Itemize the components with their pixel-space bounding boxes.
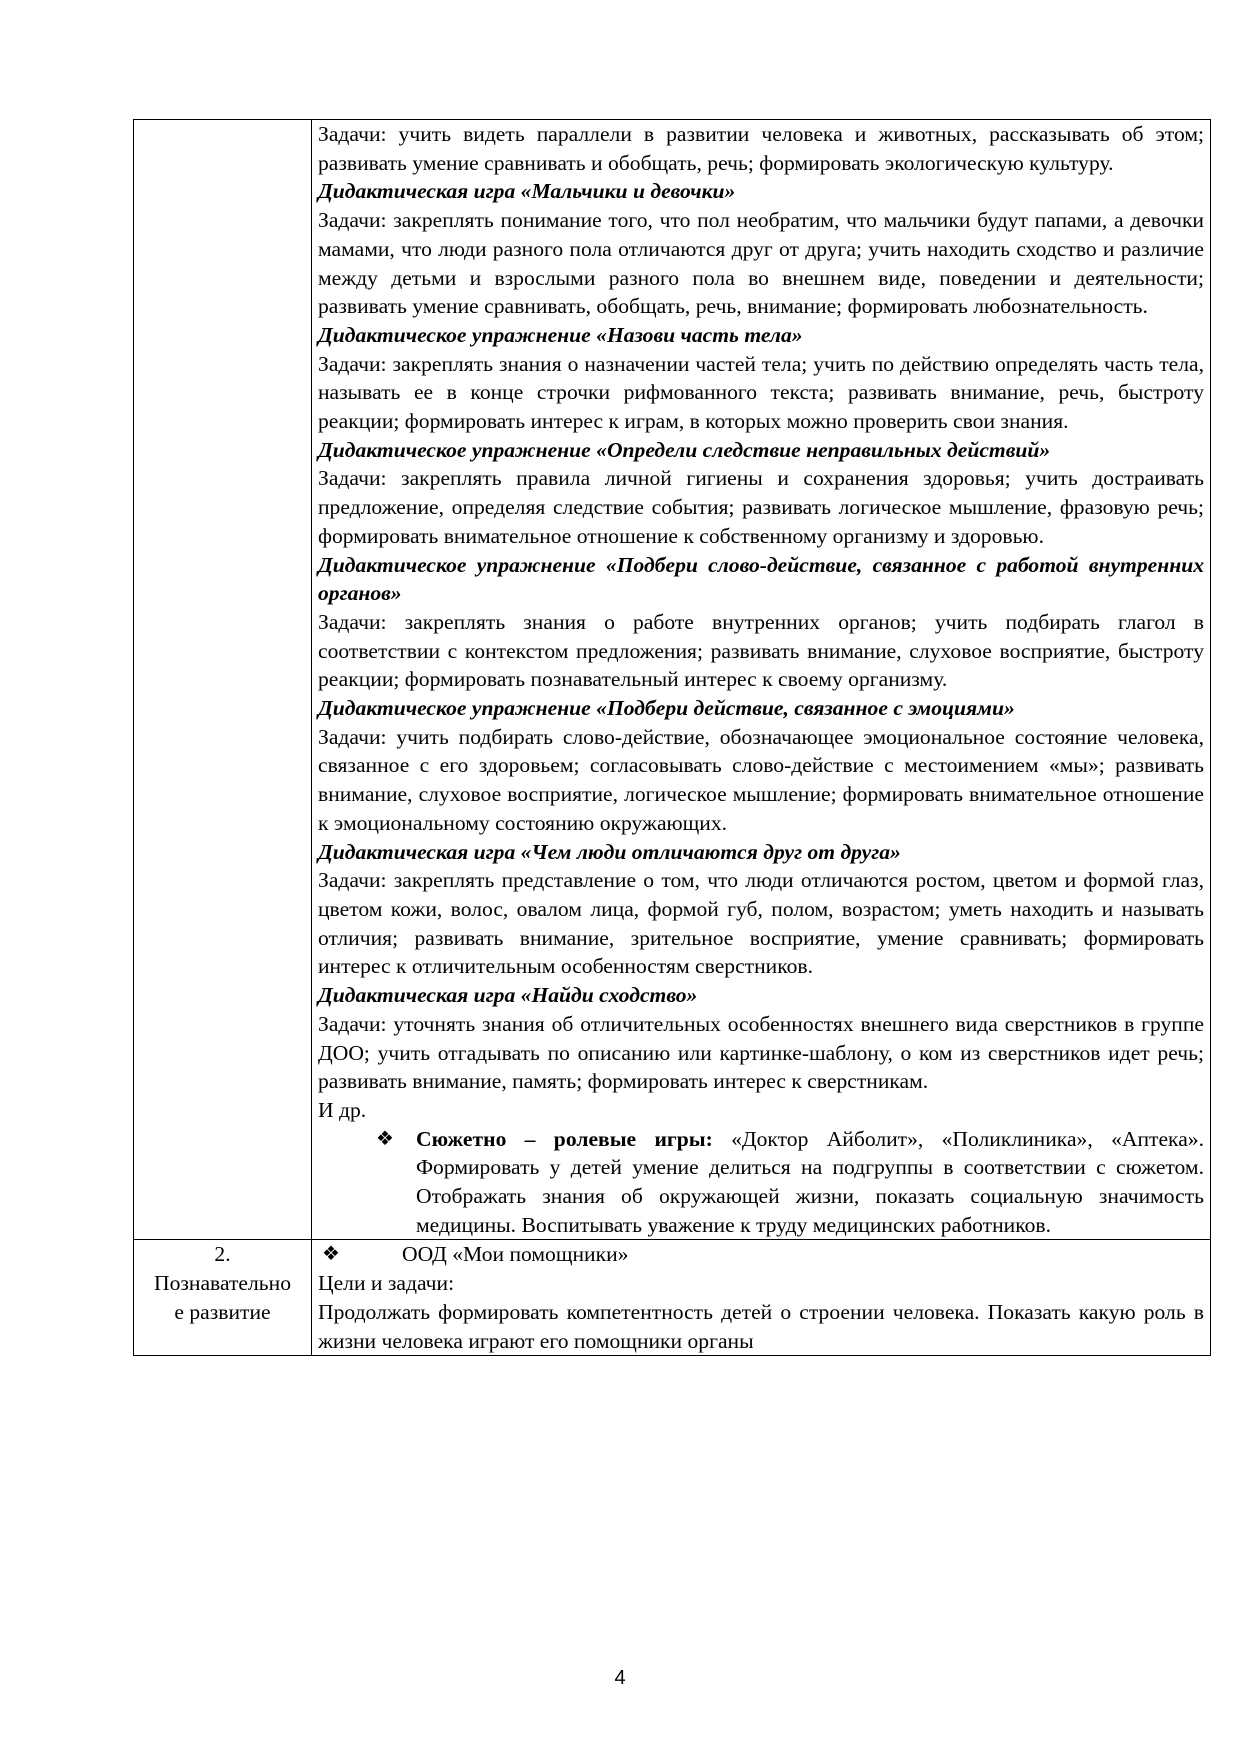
content-block — [312, 1240, 1210, 1355]
section-title — [134, 1240, 311, 1326]
paragraph: Задачи: учить видеть параллели в развитии человека и животных, рассказывать об этом; развивать умение сравнивать и обобщать, речь; формировать экологическую культуру. — [318, 122, 1204, 175]
section-name-part1: Познавательно — [154, 1271, 291, 1296]
paragraph: Задачи: закреплять правила личной гигиены и сохранения здоровья; учить достраивать предложение, определяя следствие события; развивать логическое мышление, фразовую речь; формировать внимательное отношение к собственному организму и здоровью. — [318, 466, 1204, 548]
content-block — [312, 120, 1210, 1239]
game-heading: Дидактическая игра «Чем люди отличаются друг от друга» — [318, 839, 901, 864]
paragraph: Задачи: закреплять знания о назначении частей тела; учить по действию определять часть тела, называть ее в конце строчки рифмованного текста; развивать внимание, речь, быстроту реакции; формировать интерес к играм, в которых можно проверить свои знания. — [318, 351, 1204, 434]
game-heading: Дидактическое упражнение «Определи следствие неправильных действий» — [318, 437, 1051, 462]
diamond-bullet-icon: ❖ — [322, 1243, 340, 1266]
game-heading: Дидактическое упражнение «Назови часть тела» — [318, 322, 803, 347]
section-cell-empty — [134, 120, 312, 1240]
ood-item — [318, 1240, 1204, 1269]
paragraph: Задачи: закреплять понимание того, что пол необратим, что мальчики будут папами, а девочки мамами, что люди разного пола отличаются друг от друга; учить находить сходство и различие между детьми и взрослыми разного пола во внешнем виде, поведении и деятельности; развивать умение сравнивать, обобщать, речь, внимание; формировать любознательность. — [318, 208, 1204, 319]
goals-text: Продолжать формировать компетентность детей о строении человека. Показать какую роль в жизни человека играют его помощники органы — [318, 1299, 1204, 1353]
paragraph: Задачи: закреплять представление о том, что люди отличаются ростом, цветом и формой глаз, цветом кожи, волос, овалом лица, формой губ, полом, возрастом; уметь находить и называть отличия; развивать внимание, зрительное восприятие, умение сравнивать; формировать интерес к отличительным особенностям сверстников. — [318, 868, 1204, 979]
content-cell — [312, 120, 1211, 1240]
diamond-bullet-icon: ❖ — [376, 1127, 394, 1150]
paragraph: Задачи: закреплять знания о работе внутренних органов; учить подбирать глагол в соответствии с контекстом предложения; развивать внимание, слуховое восприятие, быстроту реакции; формировать познавательный интерес к своему организму. — [318, 609, 1204, 692]
section-number: 2. — [214, 1242, 231, 1267]
table-row — [134, 1240, 1211, 1356]
paragraph: Задачи: учить подбирать слово-действие, обозначающее эмоциональное состояние человека, связанное с его здоровьем; согласовывать слово-действие с местоимением «мы»; развивать внимание, слуховое восприятие, логическое мышление; формировать внимательное отношение к эмоциональному состоянию окружающих. — [318, 724, 1204, 835]
game-heading: Дидактическое упражнение «Подбери слово-действие, связанное с работой внутренних органов» — [318, 552, 1204, 606]
paragraph: И др. — [318, 1097, 367, 1122]
program-table — [133, 119, 1211, 1356]
goals-label: Цели и задачи: — [318, 1271, 455, 1296]
game-heading: Дидактическая игра «Найди сходство» — [318, 983, 698, 1008]
game-heading: Дидактическое упражнение «Подбери действие, связанное с эмоциями» — [318, 696, 1015, 721]
table-row — [134, 120, 1211, 1240]
bullet-text — [416, 1125, 1204, 1240]
section-name-part2: е развитие — [174, 1299, 271, 1324]
game-heading: Дидактическая игра «Мальчики и девочки» — [318, 179, 736, 204]
section-cell — [134, 1240, 312, 1356]
bullet-item — [318, 1125, 1204, 1240]
content-cell — [312, 1240, 1211, 1356]
paragraph: Задачи: уточнять знания об отличительных особенностях внешнего вида сверстников в группе ДОО; учить отгадывать по описанию или картинке-шаблону, о ком из сверстников идет речь; развивать внимание, память; формировать интерес к сверстникам. — [318, 1011, 1204, 1094]
bullet-body: «Доктор Айболит», «Поликлиника», «Аптека». Формировать у детей умение делиться на подгруппы в соответствии с сюжетом. Отображать знания об окружающей жизни, показать социальную значимость медицины. Воспитывать уважение к труду медицинских работников. — [416, 1126, 1204, 1237]
ood-title: ООД «Мои помощники» — [402, 1242, 629, 1267]
bullet-bold-label: Сюжетно – ролевые игры: — [416, 1126, 713, 1151]
page-number: 4 — [614, 1667, 626, 1689]
